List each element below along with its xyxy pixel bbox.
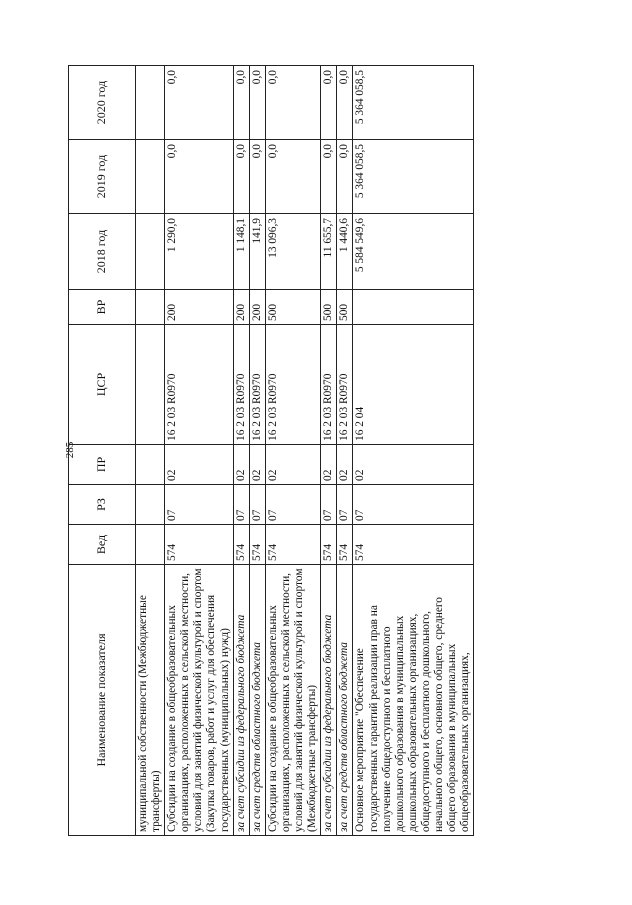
row-csr [136, 325, 165, 445]
row-name: муниципальной собственности (Межбюджетные трансферты) [136, 565, 165, 836]
row-ved [136, 525, 165, 565]
row-pr [136, 445, 165, 485]
row-2020: 5 364 058,5 [353, 66, 474, 140]
budget-table [68, 65, 474, 836]
row-csr: 16 2 03 R0970 [165, 325, 233, 445]
row-rz: 07 [265, 485, 320, 525]
row-ved: 574 [233, 525, 249, 565]
table-row [265, 66, 320, 836]
row-name: Основное мероприятие "Обеспечение государственных гарантий реализации прав на получение общедоступного и бесплатного дошкольного образования в муниципальных дошкольных образовательных организациях, общедоступного и бесплатного дошкольного, начального общего, основного общего, среднего общего образования в муниципальных общеобразовательных организациях, [353, 565, 474, 836]
table-row [353, 66, 474, 836]
row-2020: 0,0 [337, 66, 353, 140]
row-vr [136, 290, 165, 325]
row-name: Субсидии на создание в общеобразовательных организациях, расположенных в сельской местности, условий для занятий физической культурой и спортом (Межбюджетные трансферты) [265, 565, 320, 836]
row-2019: 0,0 [265, 140, 320, 214]
row-vr: 200 [165, 290, 233, 325]
col-header-csr: ЦСР [69, 325, 136, 445]
table-header-row [69, 66, 136, 836]
row-pr: 02 [265, 445, 320, 485]
table-row [249, 66, 265, 836]
table-row [337, 66, 353, 836]
row-2020: 0,0 [321, 66, 337, 140]
col-header-2020: 2020 год [69, 66, 136, 140]
col-header-pr: ПР [69, 445, 136, 485]
row-2018: 11 655,7 [321, 214, 337, 290]
row-name: за счет субсидии из федерального бюджета [233, 565, 249, 836]
row-pr: 02 [249, 445, 265, 485]
row-pr: 02 [321, 445, 337, 485]
row-2018: 5 584 549,6 [353, 214, 474, 290]
row-2018: 141,9 [249, 214, 265, 290]
row-2020: 0,0 [233, 66, 249, 140]
row-2019: 5 364 058,5 [353, 140, 474, 214]
row-ved: 574 [321, 525, 337, 565]
row-2019: 0,0 [165, 140, 233, 214]
row-2018: 13 096,3 [265, 214, 320, 290]
row-2019: 0,0 [233, 140, 249, 214]
row-2020: 0,0 [249, 66, 265, 140]
row-name: за счет средств областного бюджета [249, 565, 265, 836]
row-name: Субсидии на создание в общеобразовательных организациях, расположенных в сельской местности, условий для занятий физической культурой и спортом (Закупка товаров, работ и услуг для обеспечения государственных (муниципальных) нужд) [165, 565, 233, 836]
rotated-table-container [68, 66, 605, 836]
row-ved: 574 [165, 525, 233, 565]
row-rz: 07 [321, 485, 337, 525]
row-rz: 07 [353, 485, 474, 525]
table-row [136, 66, 165, 836]
row-name: за счет средств областного бюджета [337, 565, 353, 836]
row-2018: 1 148,1 [233, 214, 249, 290]
col-header-ved: Вед [69, 525, 136, 565]
col-header-2019: 2019 год [69, 140, 136, 214]
row-rz: 07 [337, 485, 353, 525]
row-csr: 16 2 03 R0970 [337, 325, 353, 445]
row-pr: 02 [165, 445, 233, 485]
col-header-name: Наименование показателя [69, 565, 136, 836]
col-header-rz: РЗ [69, 485, 136, 525]
row-ved: 574 [353, 525, 474, 565]
row-vr: 500 [265, 290, 320, 325]
row-csr: 16 2 03 R0970 [321, 325, 337, 445]
row-rz: 07 [165, 485, 233, 525]
row-csr: 16 2 03 R0970 [233, 325, 249, 445]
row-ved: 574 [265, 525, 320, 565]
row-2020: 0,0 [265, 66, 320, 140]
row-pr: 02 [353, 445, 474, 485]
row-2020: 0,0 [165, 66, 233, 140]
row-2019: 0,0 [321, 140, 337, 214]
row-pr: 02 [233, 445, 249, 485]
col-header-2018: 2018 год [69, 214, 136, 290]
row-2018: 1 440,6 [337, 214, 353, 290]
row-rz: 07 [249, 485, 265, 525]
row-ved: 574 [249, 525, 265, 565]
row-csr: 16 2 03 R0970 [249, 325, 265, 445]
row-2018 [136, 214, 165, 290]
row-pr: 02 [337, 445, 353, 485]
row-vr: 200 [249, 290, 265, 325]
row-2019 [136, 140, 165, 214]
table-row [233, 66, 249, 836]
row-2019: 0,0 [249, 140, 265, 214]
col-header-vr: ВР [69, 290, 136, 325]
page-number: 285 [64, 441, 76, 459]
row-2020 [136, 66, 165, 140]
row-vr: 500 [321, 290, 337, 325]
row-vr: 200 [233, 290, 249, 325]
row-2019: 0,0 [337, 140, 353, 214]
row-rz [136, 485, 165, 525]
row-csr: 16 2 04 [353, 325, 474, 445]
row-rz: 07 [233, 485, 249, 525]
table-row [321, 66, 337, 836]
row-name: за счет субсидии из федерального бюджета [321, 565, 337, 836]
row-ved: 574 [337, 525, 353, 565]
table-row [165, 66, 233, 836]
row-csr: 16 2 03 R0970 [265, 325, 320, 445]
row-vr: 500 [337, 290, 353, 325]
row-vr [353, 290, 474, 325]
row-2018: 1 290,0 [165, 214, 233, 290]
